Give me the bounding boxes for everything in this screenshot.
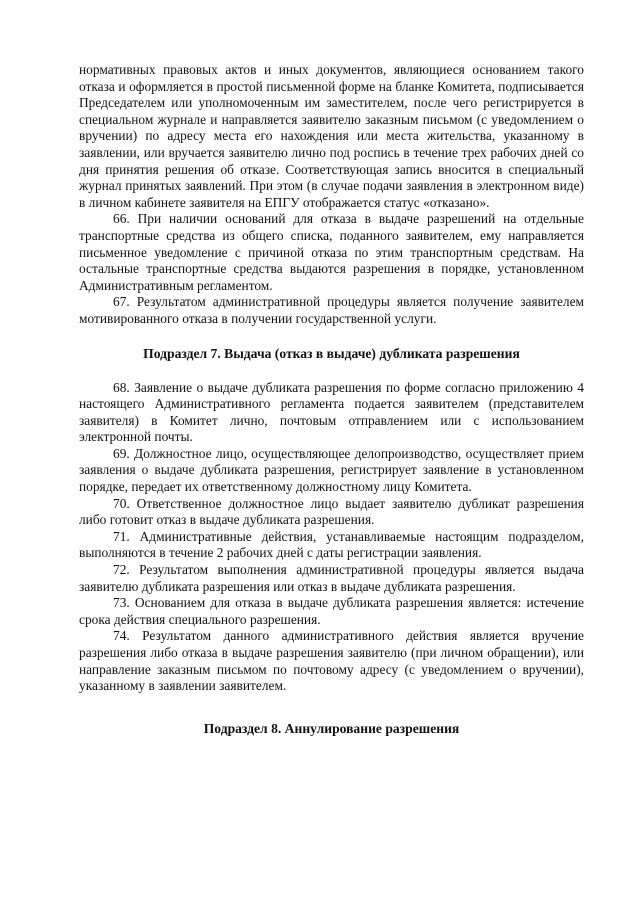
paragraph-66: 66. При наличии оснований для отказа в выдаче разрешений на отдельные транспортные средства из общего списка, поданного заявителем, ему направляется письменное уведомление с причиной отказа по этим транспортным средствам. На остальные транспортные средства выдаются разрешения в порядке, установленном Административным регламентом. xyxy=(79,211,584,293)
paragraph-67: 67. Результатом административной процедуры является получение заявителем мотивированного отказа в получении государственной услуги. xyxy=(79,294,584,326)
subsection-8-heading: Подраздел 8. Аннулирование разрешения xyxy=(203,720,460,736)
paragraph-74: 74. Результатом данного административного действия является вручение разрешения либо отказа в выдаче разрешения заявителю (при личном обращении), или направление заказным письмом по почтовому адресу (с уведомлением о вручении), указанному в заявлении заявителем. xyxy=(79,628,584,694)
subsection-7-heading: Подраздел 7. Выдача (отказ в выдаче) дубликата разрешения xyxy=(143,345,520,361)
paragraph-70: 70. Ответственное должностное лицо выдает заявителю дубликат разрешения либо готовит отказ в выдаче дубликата разрешения. xyxy=(79,495,584,528)
paragraph-68: 68. Заявление о выдаче дубликата разрешения по форме согласно приложению 4 настоящего Административного регламента подается заявителем (представителем заявителя) в Комитет лично, почтовым отправлением или с использованием электронной почты. xyxy=(79,379,584,445)
paragraph-69: 69. Должностное лицо, осуществляющее делопроизводство, осуществляет прием заявления о выдаче дубликата разрешения, регистрирует заявление в установленном порядке, передает их ответственному должностному лицу Комитета. xyxy=(79,445,584,495)
paragraph-72: 72. Результатом выполнения административной процедуры является выдача заявителю дубликата разрешения или отказ в выдаче дубликата разрешения. xyxy=(79,562,584,594)
paragraph-continuation: нормативных правовых актов и иных документов, являющиеся основанием такого отказа и оформляется в простой письменной форме на бланке Комитета, подписывается Председателем или уполномоченным им заместителем, после чего регистрируется в специальном журнале и направляется заявителю заказным письмом (с уведомлением о вручении) по адресу места его нахождения или места жительства, указанному в заявлении, или вручается заявителю лично под роспись в течение трех рабочих дней со дня принятия решения об отказе. Соответствующая запись вносится в специальный журнал принятых заявлений. При этом (в случае подачи заявления в электронном виде) в личном кабинете заявителя на ЕПГУ отображается статус «отказано». xyxy=(79,62,584,210)
paragraph-73: 73. Основанием для отказа в выдаче дубликата разрешения является: истечение срока действия специального разрешения. xyxy=(79,595,584,627)
paragraph-71: 71. Административные действия, устанавливаемые настоящим подразделом, выполняются в течение 2 рабочих дней с даты регистрации заявления. xyxy=(79,528,584,561)
